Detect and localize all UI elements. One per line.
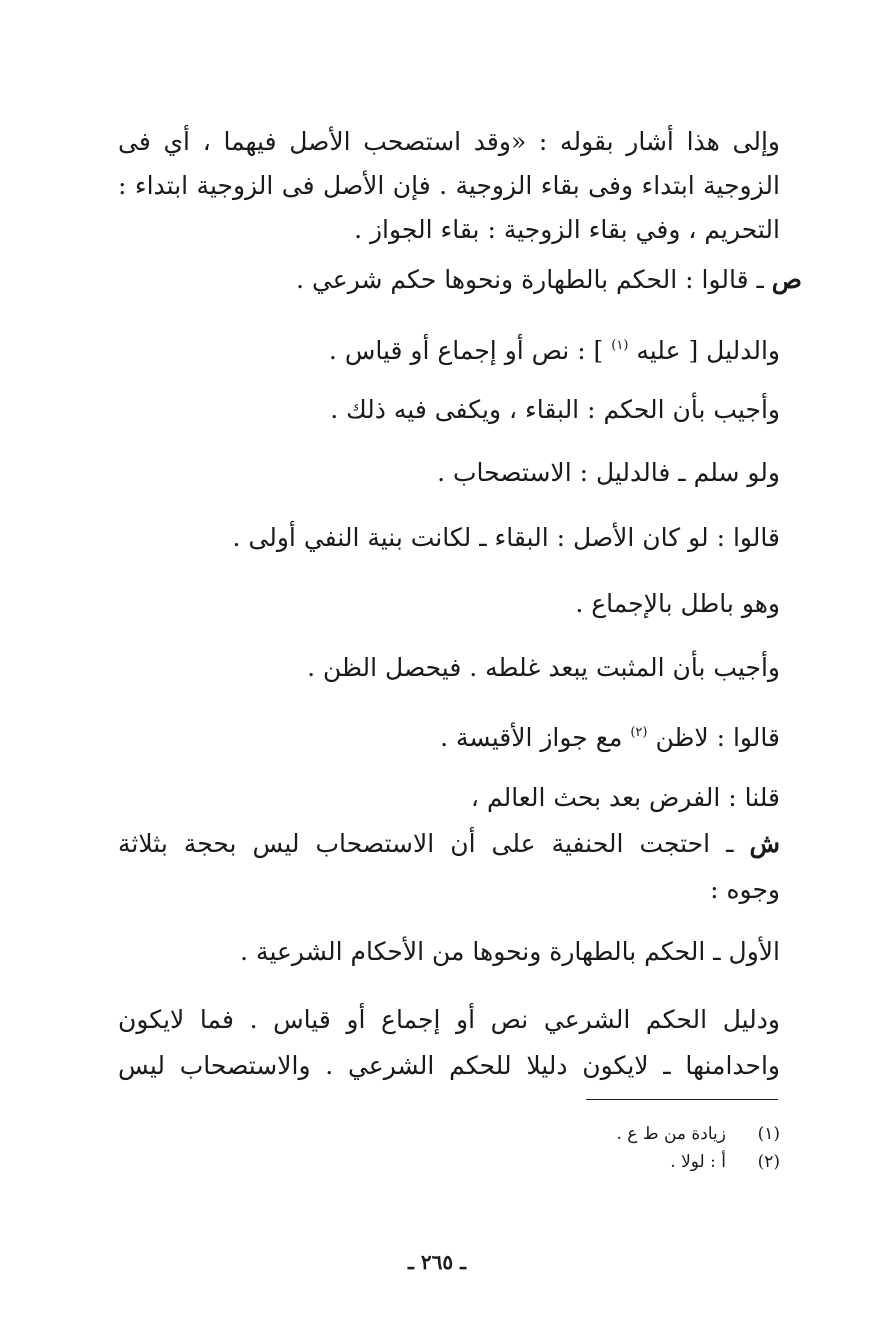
text-line: وأجيب بأن الحكم : البقاء ، ويكفى فيه ذلك . [330, 395, 780, 424]
text-line: التحريم ، وفي بقاء الزوجية : بقاء الجواز . [354, 215, 780, 244]
text-line: الزوجية ابتداء وفى بقاء الزوجية . فإن الأصل فى الزوجية ابتداء : [118, 171, 780, 200]
text-line: وهو باطل بالإجماع . [575, 589, 780, 618]
footnote: (١)زيادة من ط ع . [616, 1124, 780, 1144]
text-line: الأول ـ الحكم بالطهارة ونحوها من الأحكام الشرعية . [240, 937, 780, 966]
text-line: والدليل [ عليه $^{(١)}$ ] : نص أو إجماع أو قياس . [328, 336, 780, 365]
text-line: قلنا : الفرض بعد بحث العالم ، [470, 783, 780, 812]
section-mark-sad: ص [771, 265, 802, 294]
text-line: وأجيب بأن المثبت يبعد غلطه . فيحصل الظن . [307, 653, 780, 682]
footnote-separator [586, 1099, 778, 1100]
section-mark-shin: ش [749, 829, 780, 858]
text-line: قالوا : لو كان الأصل : البقاء ـ لكانت بنية النفي أولى . [232, 523, 780, 552]
footnote: (٢)أ : لولا . [670, 1152, 780, 1172]
text-line: ص ـ قالوا : الحكم بالطهارة ونحوها حكم شرعي . [296, 265, 802, 294]
footnote-ref: (٢) [630, 725, 648, 740]
text-line: وجوه : [710, 875, 780, 904]
text-line: قالوا : لاظن $^{(٢)}$ مع جواز الأقيسة . [440, 723, 780, 752]
page-number: ـ ٢٦٥ ـ [408, 1250, 466, 1274]
text-line: واحدامنها ـ لايكون دليلا للحكم الشرعي . والاستصحاب ليس [118, 1051, 780, 1080]
text-line: وإلى هذا أشار بقوله : «وقد استصحب الأصل فيهما ، أي فى [118, 127, 780, 156]
text-line: ش ـ احتجت الحنفية على أن الاستصحاب ليس بحجة بثلاثة [118, 829, 780, 858]
text-line: ودليل الحكم الشرعي نص أو إجماع أو قياس . فما لايكون [118, 1005, 780, 1034]
text-line: ولو سلم ـ فالدليل : الاستصحاب . [437, 458, 780, 487]
footnote-ref: (١) [611, 338, 629, 353]
